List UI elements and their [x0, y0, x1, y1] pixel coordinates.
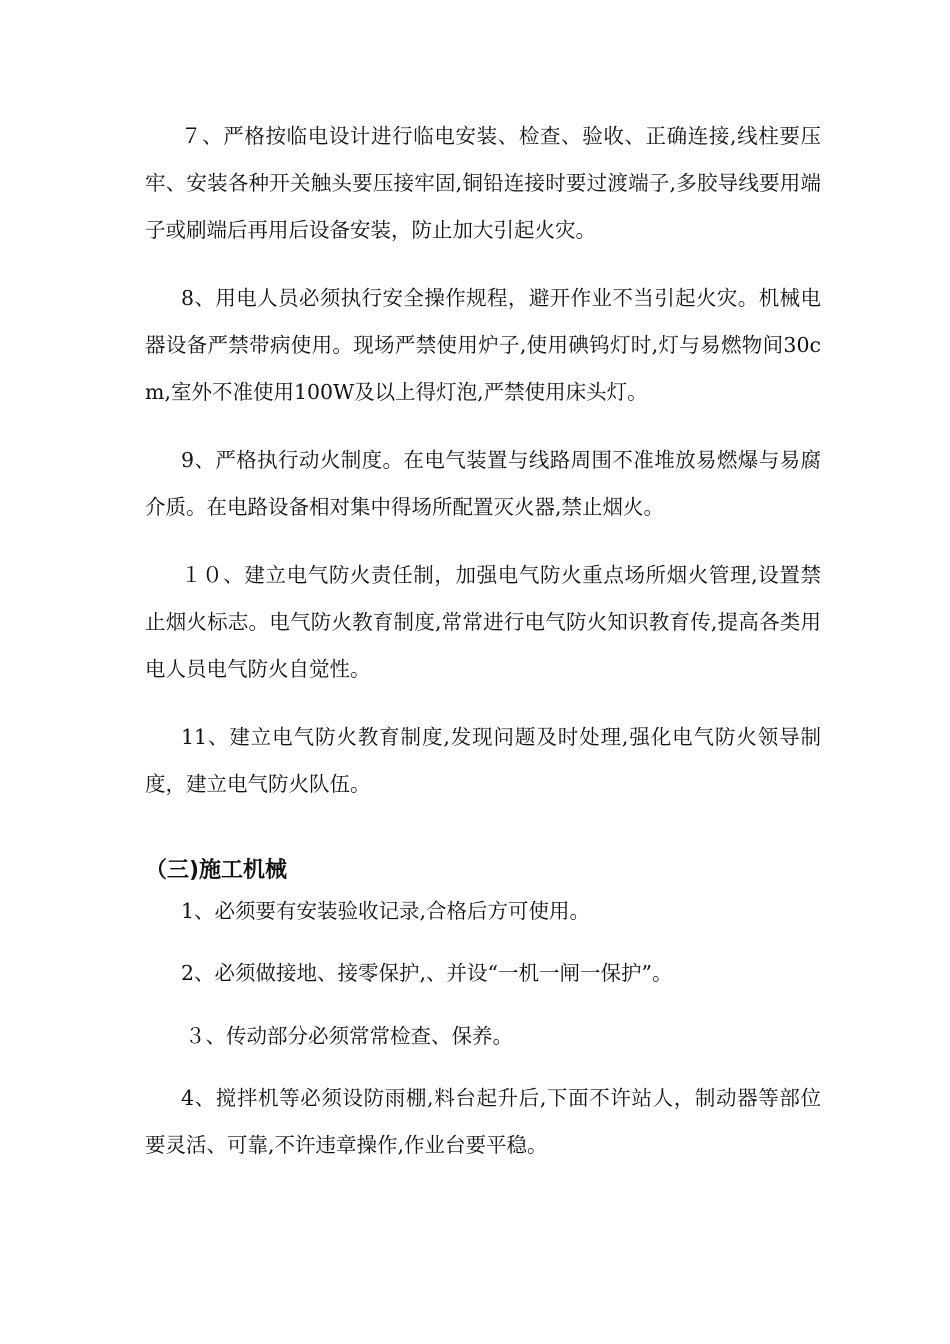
machinery-item-4: 4、搅拌机等必须设防雨棚,料台起升后,下面不许站人，制动器等部位要灵活、可靠,不许违章操作,作业台要平稳。	[145, 1086, 821, 1157]
machinery-item-2: 2、必须做接地、接零保护,、并设“一机一闸一保护”。	[181, 961, 673, 985]
paragraph-item-10: １０、建立电气防火责任制，加强电气防火重点场所烟火管理,设置禁止烟火标志。电气防火教育制度,常常进行电气防火知识教育传,提高各类用电人员电气防火自觉性。	[145, 563, 821, 681]
machinery-item-1: 1、必须要有安装验收记录,合格后方可使用。	[181, 899, 591, 923]
section-heading-machinery: （三)施工机械	[145, 858, 288, 883]
paragraph-item-8: 8、用电人员必须执行安全操作规程，避开作业不当引起火灾。机械电器设备严禁带病使用。现场严禁使用炉子,使用碘钨灯时,灯与易燃物间30cm,室外不准使用100W及以上得灯泡,严禁使用床头灯。	[145, 286, 821, 404]
machinery-item-3: ３、传动部分必须常常检查、保养。	[185, 1024, 513, 1048]
paragraph-item-7: ７、严格按临电设计进行临电安装、检查、验收、正确连接,线柱要压牢、安装各种开关触头要压接牢固,铜铅连接时要过渡端子,多胶导线要用端子或刷端后再用后设备安装，防止加大引起火灾。	[145, 124, 821, 242]
paragraph-item-9: 9、严格执行动火制度。在电气装置与线路周围不准堆放易燃爆与易腐介质。在电路设备相对集中得场所配置灭火器,禁止烟火。	[145, 448, 821, 519]
paragraph-item-11: 11、建立电气防火教育制度,发现问题及时处理,强化电气防火领导制度，建立电气防火队伍。	[145, 725, 821, 796]
